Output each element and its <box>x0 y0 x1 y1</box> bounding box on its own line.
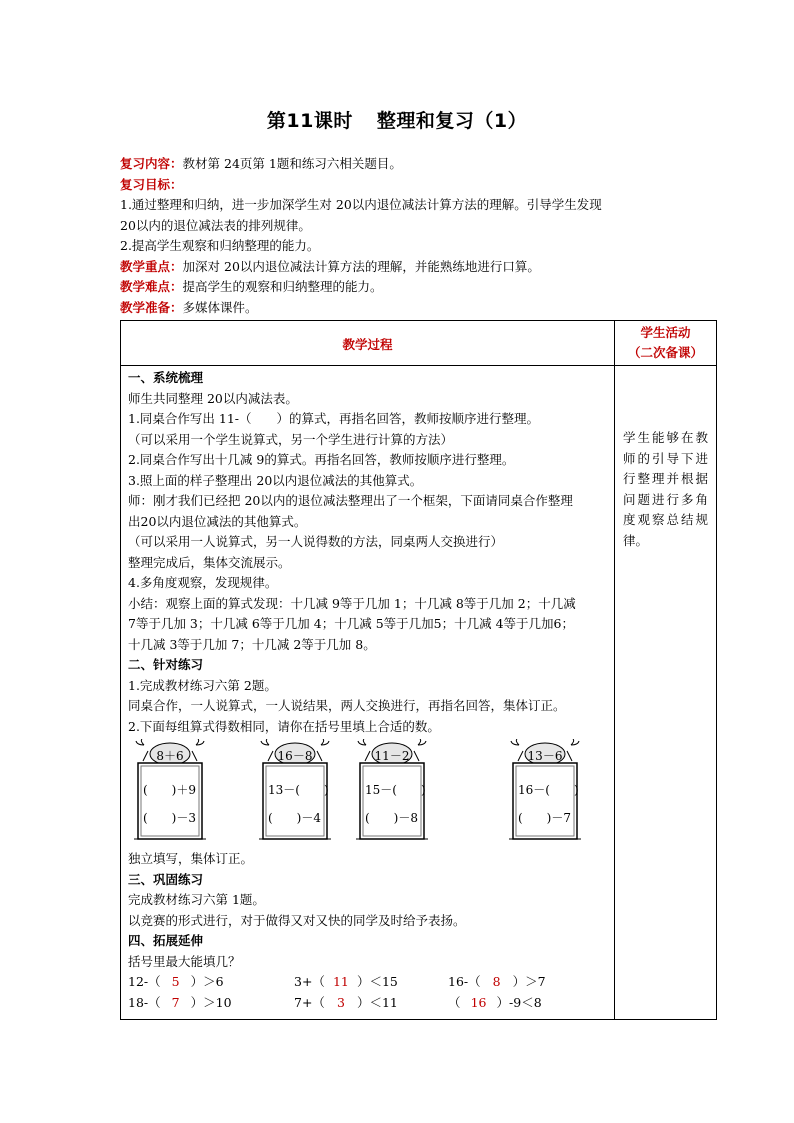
text-line: 2.下面每组算式得数相同，请你在括号里填上合适的数。 <box>128 718 440 734</box>
lesson-topic: 整理和复习（1） <box>376 110 528 132</box>
crab-blank-equation: ( )－3 <box>143 811 196 825</box>
crab-head-equation: 11－2 <box>374 749 410 763</box>
text-line: 同桌合作，一人说算式，一人说结果，两人交换进行，再指名回答，集体订正。 <box>128 698 566 713</box>
table-header-row <box>121 321 717 366</box>
goal-line: 1.通过整理和归纳，进一步加深学生对 20以内退位减法计算方法的理解。引导学生发现 <box>120 197 602 212</box>
key-point-text: 加深对 20以内退位减法计算方法的理解，并能熟练地进行口算。 <box>182 258 540 274</box>
process-cell <box>121 366 615 1020</box>
activity-header: 学生活动 <box>640 325 691 340</box>
answer: 5 <box>171 974 180 989</box>
crab-blank-equation: ( )－7 <box>518 811 571 825</box>
text-line: 师生共同整理 20以内减法表。 <box>128 390 298 406</box>
lesson-number: 第11课时 <box>266 110 353 132</box>
crab-blank-equation: ( )－8 <box>365 811 418 825</box>
preparation-line <box>120 298 680 319</box>
activity-cell <box>615 366 717 1020</box>
crab-head-equation: 13－6 <box>527 749 563 763</box>
answer: 7 <box>171 994 180 1010</box>
crab-blank-equation: 16－( ) <box>518 783 579 797</box>
activity-header-cell <box>615 321 717 366</box>
inequality-row <box>128 993 608 1014</box>
answer: 11 <box>332 974 349 989</box>
table-body-row <box>121 366 717 1020</box>
process-header: 教学过程 <box>342 336 393 352</box>
inequality: 3+（ 11 ）＜15 <box>294 972 448 993</box>
key-point-line <box>120 257 680 278</box>
difficult-point-text: 提高学生的观察和归纳整理的能力。 <box>182 279 383 294</box>
crab-blank-equation: ( )－4 <box>268 811 321 825</box>
inequality: 16-（ 8 ）＞7 <box>448 972 546 993</box>
section-heading: 四、拓展延伸 <box>128 933 204 948</box>
process-header-cell <box>121 321 615 366</box>
review-content-text: 教材第 24页第 1题和练习六相关题目。 <box>182 156 402 171</box>
answer: 3 <box>336 994 345 1010</box>
text-line: 小结：观察上面的算式发现：十几减 9等于几加 1；十几减 8等于几加 2；十几减 <box>128 595 576 611</box>
text-line: 4.多角度观察，发现规律。 <box>128 575 278 590</box>
lesson-table <box>120 320 717 1020</box>
answer: 8 <box>492 974 501 989</box>
preparation-text: 多媒体课件。 <box>182 299 258 315</box>
crab-blank-equation: ( )＋9 <box>143 783 196 797</box>
text-line: 括号里最大能填几？ <box>128 953 241 969</box>
review-goals-line <box>120 175 680 196</box>
review-content-line <box>120 154 680 175</box>
inequality: 12-（ 5 ）＞6 <box>128 972 294 993</box>
crab-head-equation: 8＋6 <box>156 749 184 763</box>
crab-exercise-group <box>128 739 608 847</box>
preparation-label: 教学准备： <box>120 299 183 315</box>
goal-line: 2.提高学生观察和归纳整理的能力。 <box>120 238 320 253</box>
inequality: 7+（ 3 ）＜11 <box>294 993 448 1014</box>
crab-card <box>509 739 581 843</box>
text-line: 完成教材练习六第 1题。 <box>128 892 265 907</box>
difficult-point-line <box>120 277 680 298</box>
text-line: 独立填写，集体订正。 <box>128 851 254 866</box>
crab-blank-equation: 13－( ) <box>268 783 329 797</box>
text-line: 整理完成后，集体交流展示。 <box>128 554 291 570</box>
lesson-meta <box>120 154 680 318</box>
activity-subheader: （二次备课） <box>627 345 703 360</box>
lesson-title <box>0 106 794 133</box>
crab-card <box>134 739 206 843</box>
text-line: （可以采用一人说算式，另一人说得数的方法，同桌两人交换进行） <box>128 534 504 549</box>
text-line: 1.完成教材练习六第 2题。 <box>128 677 277 693</box>
text-line: 师：刚才我们已经把 20以内的退位减法整理出了一个框架，下面请同桌合作整理 <box>128 493 573 508</box>
section-heading: 三、巩固练习 <box>128 871 204 887</box>
crab-card <box>356 739 428 843</box>
inequality: 18-（ 7 ）＞10 <box>128 993 294 1014</box>
crab-card <box>259 739 331 843</box>
difficult-point-label: 教学难点： <box>120 279 183 294</box>
text-line: 1.同桌合作写出 11-（ ）的算式，再指名回答，教师按顺序进行整理。 <box>128 411 540 426</box>
answer: 16 <box>470 994 487 1010</box>
goal-line: 20以内的退位减法表的排列规律。 <box>120 217 311 233</box>
text-line: 3.照上面的样子整理出 20以内退位减法的其他算式。 <box>128 472 423 488</box>
activity-text: 学生能够在教师的引导下进行整理并根据问题进行多角度观察总结规律。 <box>623 430 708 548</box>
text-line: 2.同桌合作写出十几减 9的算式。再指名回答，教师按顺序进行整理。 <box>128 452 515 467</box>
text-line: 7等于几加 3；十几减 6等于几加 4；十几减 5等于几加5；十几减 4等于几加6； <box>128 616 574 631</box>
crab-head-equation: 16－8 <box>277 749 313 763</box>
text-line: （可以采用一个学生说算式，另一个学生进行计算的方法） <box>128 431 454 447</box>
inequality: （ 16 ）-9＜8 <box>448 993 542 1014</box>
crab-blank-equation: 15－( ) <box>365 783 426 797</box>
text-line: 十几减 3等于几加 7；十几减 2等于几加 8。 <box>128 636 376 652</box>
inequality-row <box>128 972 608 993</box>
review-goals-label: 复习目标： <box>120 176 183 192</box>
section-heading: 一、系统梳理 <box>128 370 204 385</box>
text-line: 以竞赛的形式进行，对于做得又对又快的同学及时给予表扬。 <box>128 912 466 928</box>
key-point-label: 教学重点： <box>120 258 183 274</box>
review-content-label: 复习内容： <box>120 156 183 171</box>
section-heading: 二、针对练习 <box>128 657 204 672</box>
text-line: 出20以内退位减法的其他算式。 <box>128 513 307 529</box>
